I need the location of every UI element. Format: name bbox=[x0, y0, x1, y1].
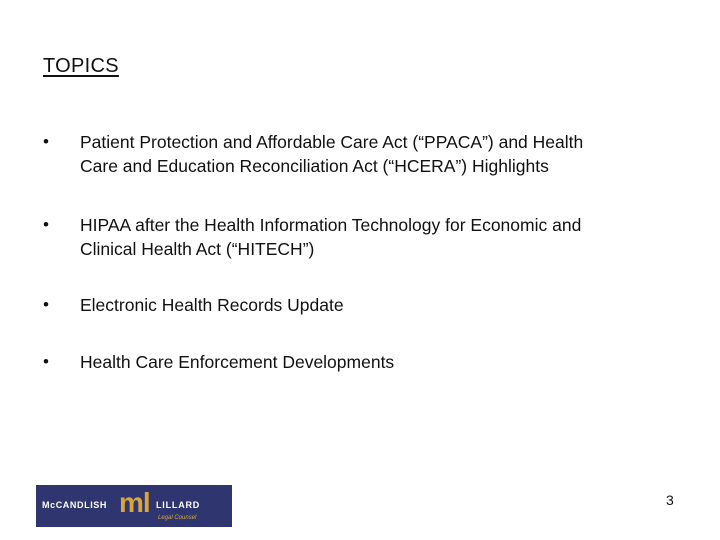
slide-title: TOPICS bbox=[43, 55, 119, 77]
topic-text bbox=[80, 293, 680, 317]
topic-line: Electronic Health Records Update bbox=[80, 295, 344, 315]
logo-subtitle: Legal Counsel bbox=[158, 515, 197, 521]
topic-line: Health Care Enforcement Developments bbox=[80, 352, 395, 372]
topic-text bbox=[80, 130, 680, 178]
bullet: • bbox=[43, 295, 49, 314]
topic-line: HIPAA after the Health Information Technology for Economic and bbox=[80, 215, 582, 235]
bullet: • bbox=[43, 352, 49, 371]
topic-line: Clinical Health Act (“HITECH”) bbox=[80, 239, 315, 259]
topic-line: Patient Protection and Affordable Care Act (“PPACA”) and Health bbox=[80, 132, 584, 152]
topic-text bbox=[80, 213, 680, 261]
topic-text bbox=[80, 350, 680, 374]
logo-left-text: McCANDLISH bbox=[42, 500, 108, 510]
topic-line: Care and Education Reconciliation Act (“HCERA”) Highlights bbox=[80, 156, 549, 176]
logo-mark: ml bbox=[119, 487, 150, 518]
bullet: • bbox=[43, 132, 49, 151]
firm-logo bbox=[36, 485, 232, 527]
logo-right-text: LILLARD bbox=[156, 500, 201, 510]
page-number: 3 bbox=[666, 492, 674, 508]
bullet: • bbox=[43, 215, 49, 234]
